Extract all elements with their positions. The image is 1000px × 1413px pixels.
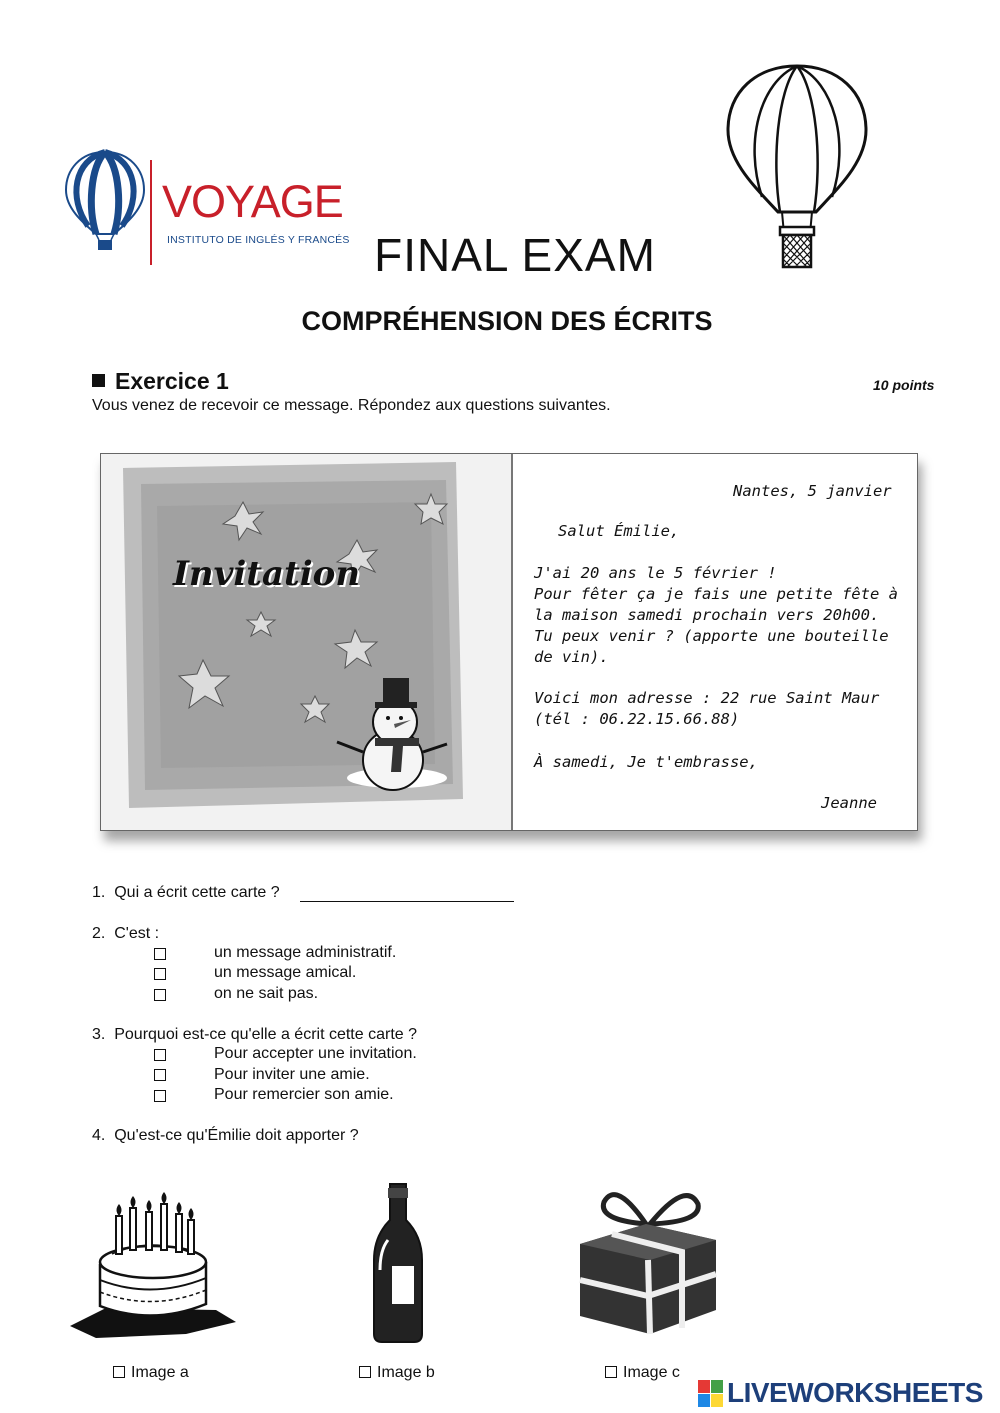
card-invitation-title: Invitation	[173, 554, 361, 594]
image-a-caption: Image a	[131, 1364, 189, 1381]
image-c-option[interactable]	[605, 1364, 680, 1382]
section-subtitle: COMPRÉHENSION DES ÉCRITS	[301, 306, 713, 336]
gift-box-icon	[576, 1184, 720, 1340]
answer-blank-q1[interactable]	[300, 901, 514, 902]
question-number: 4.	[92, 1127, 106, 1144]
page-title: FINAL EXAM	[374, 229, 656, 281]
question-text: C'est :	[114, 925, 160, 942]
letter-signature: Jeanne	[821, 794, 877, 812]
wine-bottle-icon	[370, 1180, 426, 1344]
letter-address-line: (tél : 06.22.15.66.88)	[534, 710, 740, 728]
logo-wordmark: VOYAGE	[162, 176, 343, 227]
q2-option-3-label: on ne sait pas.	[214, 985, 319, 1002]
image-a-option[interactable]	[113, 1364, 189, 1382]
watermark-text: LIVEWORKSHEETS	[727, 1377, 983, 1408]
question-number: 3.	[92, 1026, 106, 1043]
birthday-cake-icon	[66, 1188, 238, 1340]
liveworksheets-logo-icon	[698, 1380, 724, 1408]
checkbox-q2-option-2[interactable]	[154, 968, 166, 980]
question-1	[92, 884, 280, 902]
image-b-caption: Image b	[377, 1364, 435, 1381]
question-text: Qui a écrit cette carte ?	[114, 884, 280, 901]
letter-body-line: la maison samedi prochain vers 20h00.	[534, 606, 880, 624]
image-c-caption: Image c	[623, 1364, 680, 1381]
checkbox-q3-option-1[interactable]	[154, 1049, 166, 1061]
exercise-title-text: Exercice 1	[115, 368, 229, 394]
exercise-title	[92, 368, 229, 395]
checkbox-image-a[interactable]	[113, 1366, 125, 1378]
q3-option-1-label: Pour accepter une invitation.	[214, 1045, 417, 1062]
checkbox-q2-option-3[interactable]	[154, 989, 166, 1001]
q2-option-2-label: un message amical.	[214, 964, 357, 981]
letter-date: Nantes, 5 janvier	[733, 482, 892, 500]
letter-body-line: de vin).	[534, 648, 609, 666]
letter-closing: À samedi, Je t'embrasse,	[534, 753, 758, 771]
checkbox-q2-option-1[interactable]	[154, 948, 166, 960]
question-text: Pourquoi est-ce qu'elle a écrit cette carte ?	[114, 1026, 418, 1043]
card-front	[101, 454, 513, 830]
q3-option-3-label: Pour remercier son amie.	[214, 1086, 394, 1103]
checkbox-q3-option-2[interactable]	[154, 1069, 166, 1081]
checkbox-q3-option-3[interactable]	[154, 1090, 166, 1102]
question-number: 2.	[92, 925, 106, 942]
exercise-points: 10 points	[873, 377, 935, 393]
letter-body-line: Tu peux venir ? (apporte une bouteille	[534, 627, 889, 645]
checkbox-image-b[interactable]	[359, 1366, 371, 1378]
square-bullet-icon	[92, 374, 105, 387]
invitation-card	[100, 453, 918, 831]
letter-address-line: Voici mon adresse : 22 rue Saint Maur	[534, 689, 880, 707]
logo-subtitle: INSTITUTO DE INGLÉS Y FRANCÉS	[167, 234, 350, 246]
q3-option-2-label: Pour inviter une amie.	[214, 1066, 370, 1083]
question-number: 1.	[92, 884, 106, 901]
checkbox-image-c[interactable]	[605, 1366, 617, 1378]
question-2	[92, 925, 159, 943]
image-b-option[interactable]	[359, 1364, 435, 1382]
letter-body-line: Pour fêter ça je fais une petite fête à	[534, 585, 898, 603]
letter-greeting: Salut Émilie,	[558, 522, 680, 540]
winter-background-illustration	[101, 454, 511, 830]
question-4	[92, 1127, 359, 1145]
letter-body-line: J'ai 20 ans le 5 février !	[534, 564, 777, 582]
exercise-instruction: Vous venez de recevoir ce message. Répondez aux questions suivantes.	[92, 397, 611, 414]
question-3	[92, 1026, 417, 1044]
q2-option-1-label: un message administratif.	[214, 944, 397, 961]
question-text: Qu'est-ce qu'Émilie doit apporter ?	[114, 1127, 359, 1144]
